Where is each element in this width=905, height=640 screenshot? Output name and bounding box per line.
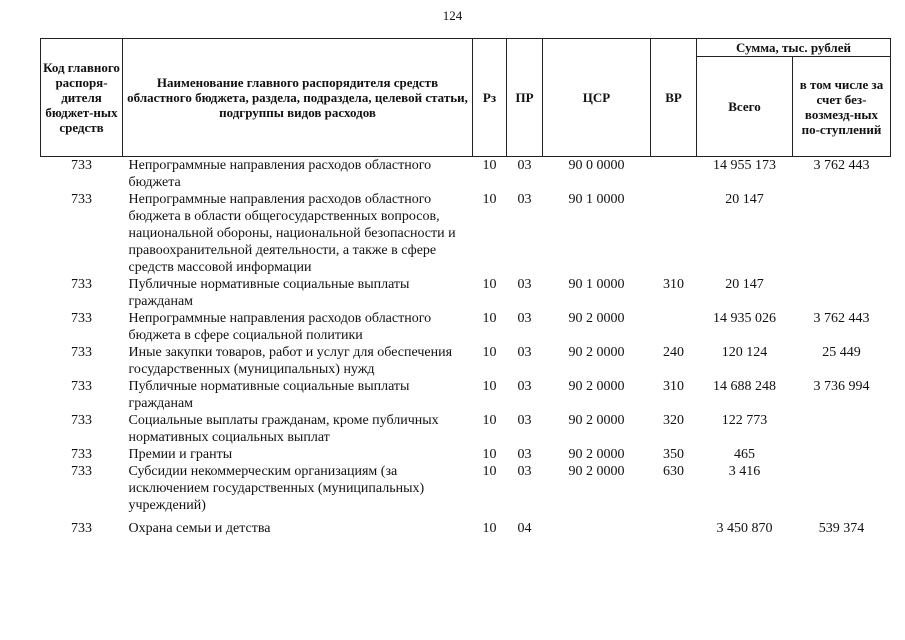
row-vr <box>651 191 697 276</box>
row-incl: 3 762 443 <box>813 158 870 173</box>
table-row <box>41 412 891 446</box>
row-rz: 10 <box>482 464 497 479</box>
header-csr: ЦСР <box>543 39 651 157</box>
row-vr <box>651 157 697 192</box>
row-total: 122 773 <box>721 413 768 428</box>
row-code: 733 <box>71 277 92 292</box>
row-csr: 90 0 0000 <box>568 158 625 173</box>
row-csr: 90 1 0000 <box>568 192 625 207</box>
row-vr: 310 <box>663 277 684 292</box>
row-vr: 310 <box>663 379 684 394</box>
row-code: 733 <box>71 413 92 428</box>
row-total: 120 124 <box>721 345 768 360</box>
row-csr: 90 1 0000 <box>568 277 625 292</box>
row-incl <box>793 446 891 463</box>
table-row <box>41 463 891 514</box>
row-name: Непрограммные направления расходов областного бюджета в области общегосударственных вопросов, национальной обороны, национальной безопасности и правоохранительной деятельности, а также в сфере средств массовой информации <box>128 192 456 275</box>
row-name: Премии и гранты <box>128 447 233 462</box>
row-pr: 03 <box>517 379 532 394</box>
row-rz: 10 <box>482 345 497 360</box>
row-vr <box>651 520 697 537</box>
row-name: Публичные нормативные социальные выплаты гражданам <box>128 379 410 411</box>
table-row <box>41 276 891 310</box>
row-vr: 350 <box>663 447 684 462</box>
row-rz: 10 <box>482 192 497 207</box>
row-pr: 04 <box>517 521 532 536</box>
row-total: 3 450 870 <box>716 521 773 536</box>
header-pr: ПР <box>507 39 543 157</box>
row-vr: 240 <box>663 345 684 360</box>
table-row <box>41 191 891 276</box>
row-code: 733 <box>71 192 92 207</box>
row-pr: 03 <box>517 311 532 326</box>
row-vr <box>651 310 697 344</box>
row-incl: 539 374 <box>818 521 865 536</box>
row-total: 14 688 248 <box>713 379 776 394</box>
row-name: Социальные выплаты гражданам, кроме публичных нормативных социальных выплат <box>128 413 439 445</box>
row-csr: 90 2 0000 <box>568 379 625 394</box>
row-code: 733 <box>71 311 92 326</box>
row-pr: 03 <box>517 413 532 428</box>
header-sum: Сумма, тыс. рублей <box>697 39 891 57</box>
header-incl: в том числе за счет без-возмезд-ных по-ступлений <box>793 57 891 157</box>
row-incl: 3 762 443 <box>813 311 870 326</box>
row-total: 3 416 <box>728 464 761 479</box>
row-pr: 03 <box>517 464 532 479</box>
table-row <box>41 446 891 463</box>
table-row <box>41 520 891 537</box>
table-row <box>41 378 891 412</box>
row-rz: 10 <box>482 521 497 536</box>
row-total: 14 935 026 <box>713 311 776 326</box>
row-code: 733 <box>71 158 92 173</box>
header-code: Код главного распоря-дителя бюджет-ных средств <box>41 39 123 157</box>
row-name: Публичные нормативные социальные выплаты гражданам <box>128 277 410 309</box>
budget-table <box>40 38 891 537</box>
table-row <box>41 310 891 344</box>
row-incl <box>793 463 891 514</box>
row-pr: 03 <box>517 447 532 462</box>
row-rz: 10 <box>482 277 497 292</box>
row-name: Субсидии некоммерческим организациям (за исключением государственных (муниципальных) учреждений) <box>128 464 425 513</box>
table-row <box>41 157 891 192</box>
row-incl <box>793 276 891 310</box>
row-rz: 10 <box>482 379 497 394</box>
row-total: 465 <box>734 447 755 462</box>
row-code: 733 <box>71 379 92 394</box>
row-rz: 10 <box>482 158 497 173</box>
row-incl <box>793 412 891 446</box>
row-name: Непрограммные направления расходов областного бюджета <box>128 158 432 190</box>
row-csr: 90 2 0000 <box>568 464 625 479</box>
row-pr: 03 <box>517 277 532 292</box>
row-code: 733 <box>71 464 92 479</box>
row-incl: 3 736 994 <box>813 379 870 394</box>
row-pr: 03 <box>517 345 532 360</box>
row-code: 733 <box>71 521 92 536</box>
row-vr: 320 <box>663 413 684 428</box>
page-number: 124 <box>442 8 463 23</box>
row-code: 733 <box>71 345 92 360</box>
row-pr: 03 <box>517 192 532 207</box>
row-csr: 90 2 0000 <box>568 311 625 326</box>
row-code: 733 <box>71 447 92 462</box>
header-total: Всего <box>697 57 793 157</box>
row-rz: 10 <box>482 447 497 462</box>
row-name: Иные закупки товаров, работ и услуг для обеспечения государственных (муниципальных) нужд <box>128 345 453 377</box>
header-vr: ВР <box>651 39 697 157</box>
row-csr: 90 2 0000 <box>568 413 625 428</box>
row-rz: 10 <box>482 413 497 428</box>
table-row <box>41 344 891 378</box>
row-csr <box>543 520 651 537</box>
row-name: Непрограммные направления расходов областного бюджета в сфере социальной политики <box>128 311 432 343</box>
header-name: Наименование главного распорядителя средств областного бюджета, раздела, подраздела, целевой статьи, подгруппы видов расходов <box>123 39 473 157</box>
row-total: 14 955 173 <box>713 158 776 173</box>
row-name: Охрана семьи и детства <box>128 521 271 536</box>
row-pr: 03 <box>517 158 532 173</box>
row-total: 20 147 <box>725 192 764 207</box>
row-vr: 630 <box>663 464 684 479</box>
row-csr: 90 2 0000 <box>568 447 625 462</box>
header-rz: Рз <box>473 39 507 157</box>
row-csr: 90 2 0000 <box>568 345 625 360</box>
row-incl: 25 449 <box>822 345 861 360</box>
row-rz: 10 <box>482 311 497 326</box>
row-total: 20 147 <box>725 277 764 292</box>
row-incl <box>793 191 891 276</box>
